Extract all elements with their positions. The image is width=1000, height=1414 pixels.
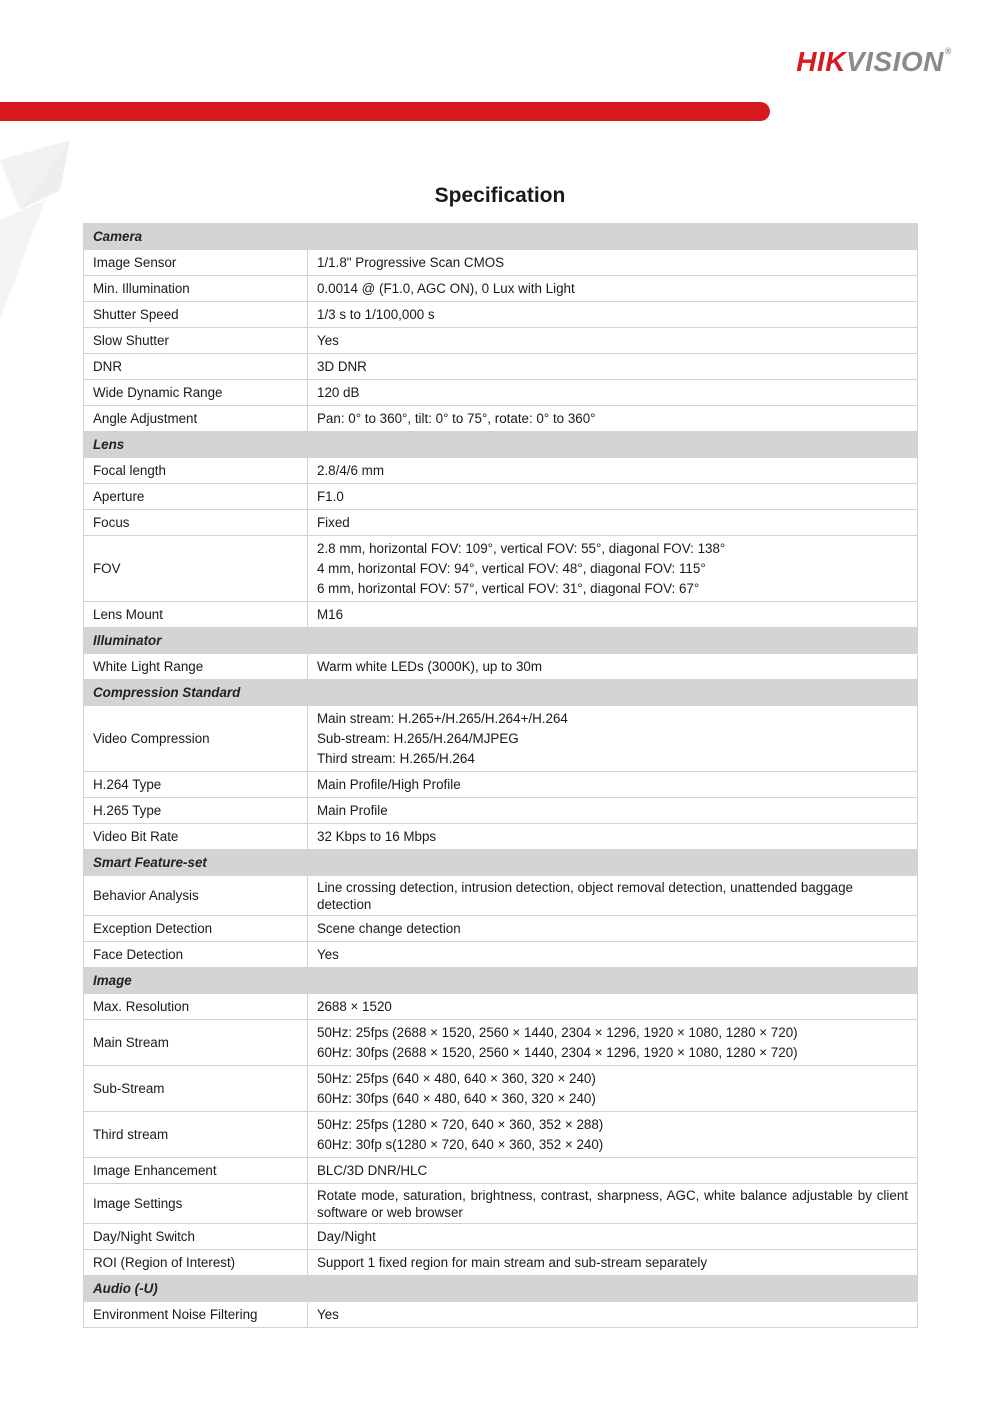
spec-value-line: Support 1 fixed region for main stream and sub-stream separately xyxy=(317,1255,708,1270)
spec-value xyxy=(308,302,918,328)
spec-row xyxy=(84,510,918,536)
hikvision-logo: HIKVISION® xyxy=(796,46,952,77)
spec-value-line: Yes xyxy=(317,947,339,962)
header-red-bar xyxy=(0,102,770,121)
spec-label: Main Stream xyxy=(84,1020,308,1066)
spec-value xyxy=(308,328,918,354)
section-header-empty xyxy=(308,224,918,250)
spec-value-line: Main stream: H.265+/H.265/H.264+/H.264 xyxy=(317,711,568,726)
spec-value xyxy=(308,1250,918,1276)
spec-label: Behavior Analysis xyxy=(84,876,308,916)
spec-value xyxy=(308,706,918,772)
spec-label: Wide Dynamic Range xyxy=(84,380,308,406)
spec-value xyxy=(308,510,918,536)
spec-row xyxy=(84,876,918,916)
spec-row xyxy=(84,916,918,942)
section-header-empty xyxy=(308,628,918,654)
spec-row xyxy=(84,798,918,824)
spec-label: Image Sensor xyxy=(84,250,308,276)
spec-value-line: Yes xyxy=(317,333,339,348)
section-header xyxy=(84,680,918,706)
section-title: Image xyxy=(84,968,308,994)
spec-row xyxy=(84,824,918,850)
section-header-empty xyxy=(308,968,918,994)
spec-value-line: 6 mm, horizontal FOV: 57°, vertical FOV: 31°, diagonal FOV: 67° xyxy=(317,581,700,596)
spec-value-line: Day/Night xyxy=(317,1229,376,1244)
spec-row xyxy=(84,1112,918,1158)
spec-value xyxy=(308,654,918,680)
section-title: Audio (-U) xyxy=(84,1276,308,1302)
spec-label: Min. Illumination xyxy=(84,276,308,302)
spec-value xyxy=(308,824,918,850)
spec-row xyxy=(84,354,918,380)
spec-row xyxy=(84,328,918,354)
spec-value-line: Rotate mode, saturation, brightness, contrast, sharpness, AGC, white balance adjustable by client software or web browser xyxy=(317,1188,908,1220)
spec-label: Focus xyxy=(84,510,308,536)
spec-label: Angle Adjustment xyxy=(84,406,308,432)
section-title: Compression Standard xyxy=(84,680,308,706)
spec-value-line: Line crossing detection, intrusion detection, object removal detection, unattended baggage detection xyxy=(317,880,853,912)
section-header-empty xyxy=(308,680,918,706)
spec-label: Image Enhancement xyxy=(84,1158,308,1184)
spec-label: Aperture xyxy=(84,484,308,510)
spec-value-line: Main Profile/High Profile xyxy=(317,777,461,792)
spec-value xyxy=(308,602,918,628)
spec-label: Face Detection xyxy=(84,942,308,968)
spec-value-line: 4 mm, horizontal FOV: 94°, vertical FOV: 48°, diagonal FOV: 115° xyxy=(317,561,706,576)
spec-value xyxy=(308,276,918,302)
spec-value-line: 3D DNR xyxy=(317,359,367,374)
spec-value xyxy=(308,484,918,510)
spec-label: Exception Detection xyxy=(84,916,308,942)
section-title: Smart Feature-set xyxy=(84,850,308,876)
spec-row xyxy=(84,706,918,772)
spec-value xyxy=(308,1158,918,1184)
spec-label: Shutter Speed xyxy=(84,302,308,328)
spec-row xyxy=(84,602,918,628)
spec-label: Video Bit Rate xyxy=(84,824,308,850)
spec-value-line: 0.0014 @ (F1.0, AGC ON), 0 Lux with Light xyxy=(317,281,575,296)
spec-value-line: 120 dB xyxy=(317,385,360,400)
spec-row xyxy=(84,994,918,1020)
spec-label: Day/Night Switch xyxy=(84,1224,308,1250)
spec-row xyxy=(84,458,918,484)
section-title: Lens xyxy=(84,432,308,458)
spec-value xyxy=(308,1302,918,1328)
spec-value-line: 60Hz: 30fps (2688 × 1520, 2560 × 1440, 2304 × 1296, 1920 × 1080, 1280 × 720) xyxy=(317,1045,798,1060)
section-header xyxy=(84,1276,918,1302)
section-header xyxy=(84,968,918,994)
section-header xyxy=(84,432,918,458)
spec-row xyxy=(84,1184,918,1224)
spec-value xyxy=(308,250,918,276)
spec-row xyxy=(84,1302,918,1328)
spec-label: White Light Range xyxy=(84,654,308,680)
spec-value xyxy=(308,942,918,968)
spec-label: Sub-Stream xyxy=(84,1066,308,1112)
spec-row xyxy=(84,654,918,680)
spec-label: Third stream xyxy=(84,1112,308,1158)
spec-row xyxy=(84,250,918,276)
spec-value-line: 1/3 s to 1/100,000 s xyxy=(317,307,435,322)
spec-label: Video Compression xyxy=(84,706,308,772)
spec-label: Slow Shutter xyxy=(84,328,308,354)
spec-value-line: 1/1.8" Progressive Scan CMOS xyxy=(317,255,505,270)
spec-value-line: BLC/3D DNR/HLC xyxy=(317,1163,428,1178)
spec-value xyxy=(308,1112,918,1158)
section-header xyxy=(84,628,918,654)
spec-label: ROI (Region of Interest) xyxy=(84,1250,308,1276)
spec-label: Max. Resolution xyxy=(84,994,308,1020)
spec-value-line: M16 xyxy=(317,607,344,622)
spec-value xyxy=(308,380,918,406)
spec-value xyxy=(308,876,918,916)
spec-value-line: 50Hz: 25fps (640 × 480, 640 × 360, 320 × 240) xyxy=(317,1071,596,1086)
spec-label: FOV xyxy=(84,536,308,602)
spec-label: H.265 Type xyxy=(84,798,308,824)
spec-value xyxy=(308,994,918,1020)
spec-value-line: Fixed xyxy=(317,515,350,530)
spec-value xyxy=(308,536,918,602)
spec-row xyxy=(84,1020,918,1066)
section-title: Illuminator xyxy=(84,628,308,654)
spec-row xyxy=(84,1158,918,1184)
specification-table xyxy=(83,223,918,1328)
section-header xyxy=(84,224,918,250)
spec-label: Image Settings xyxy=(84,1184,308,1224)
spec-value-line: 50Hz: 25fps (1280 × 720, 640 × 360, 352 × 288) xyxy=(317,1117,604,1132)
section-header xyxy=(84,850,918,876)
spec-value-line: 32 Kbps to 16 Mbps xyxy=(317,829,437,844)
spec-value xyxy=(308,772,918,798)
spec-value-line: 2.8/4/6 mm xyxy=(317,463,384,478)
spec-value xyxy=(308,1224,918,1250)
spec-row xyxy=(84,276,918,302)
spec-value xyxy=(308,798,918,824)
page-title: Specification xyxy=(434,184,566,207)
spec-value xyxy=(308,1066,918,1112)
spec-value-line: 60Hz: 30fp s(1280 × 720, 640 × 360, 352 × 240) xyxy=(317,1137,604,1152)
spec-value-line: Main Profile xyxy=(317,803,388,818)
section-title: Camera xyxy=(84,224,308,250)
spec-label: DNR xyxy=(84,354,308,380)
spec-value-line: Sub-stream: H.265/H.264/MJPEG xyxy=(317,731,519,746)
spec-row xyxy=(84,772,918,798)
spec-row xyxy=(84,942,918,968)
spec-value xyxy=(308,406,918,432)
spec-value-line: F1.0 xyxy=(317,489,344,504)
section-header-empty xyxy=(308,1276,918,1302)
watermark-graphic xyxy=(0,130,80,330)
spec-value xyxy=(308,354,918,380)
spec-row xyxy=(84,536,918,602)
spec-value-line: 60Hz: 30fps (640 × 480, 640 × 360, 320 × 240) xyxy=(317,1091,596,1106)
section-header-empty xyxy=(308,432,918,458)
spec-value-line: 2.8 mm, horizontal FOV: 109°, vertical FOV: 55°, diagonal FOV: 138° xyxy=(317,541,726,556)
spec-row xyxy=(84,1250,918,1276)
spec-row xyxy=(84,406,918,432)
spec-row xyxy=(84,380,918,406)
spec-value-line: 50Hz: 25fps (2688 × 1520, 2560 × 1440, 2304 × 1296, 1920 × 1080, 1280 × 720) xyxy=(317,1025,798,1040)
spec-value-line: Pan: 0° to 360°, tilt: 0° to 75°, rotate: 0° to 360° xyxy=(317,411,596,426)
spec-value xyxy=(308,1184,918,1224)
spec-value-line: Third stream: H.265/H.264 xyxy=(317,751,475,766)
spec-value xyxy=(308,1020,918,1066)
spec-row xyxy=(84,484,918,510)
spec-label: Environment Noise Filtering xyxy=(84,1302,308,1328)
spec-value xyxy=(308,458,918,484)
section-header-empty xyxy=(308,850,918,876)
spec-value xyxy=(308,916,918,942)
spec-label: H.264 Type xyxy=(84,772,308,798)
spec-value-line: Yes xyxy=(317,1307,339,1322)
spec-label: Focal length xyxy=(84,458,308,484)
spec-value-line: Scene change detection xyxy=(317,921,461,936)
spec-label: Lens Mount xyxy=(84,602,308,628)
spec-row xyxy=(84,1224,918,1250)
spec-row xyxy=(84,302,918,328)
spec-value-line: 2688 × 1520 xyxy=(317,999,392,1014)
spec-value-line: Warm white LEDs (3000K), up to 30m xyxy=(317,659,542,674)
spec-row xyxy=(84,1066,918,1112)
